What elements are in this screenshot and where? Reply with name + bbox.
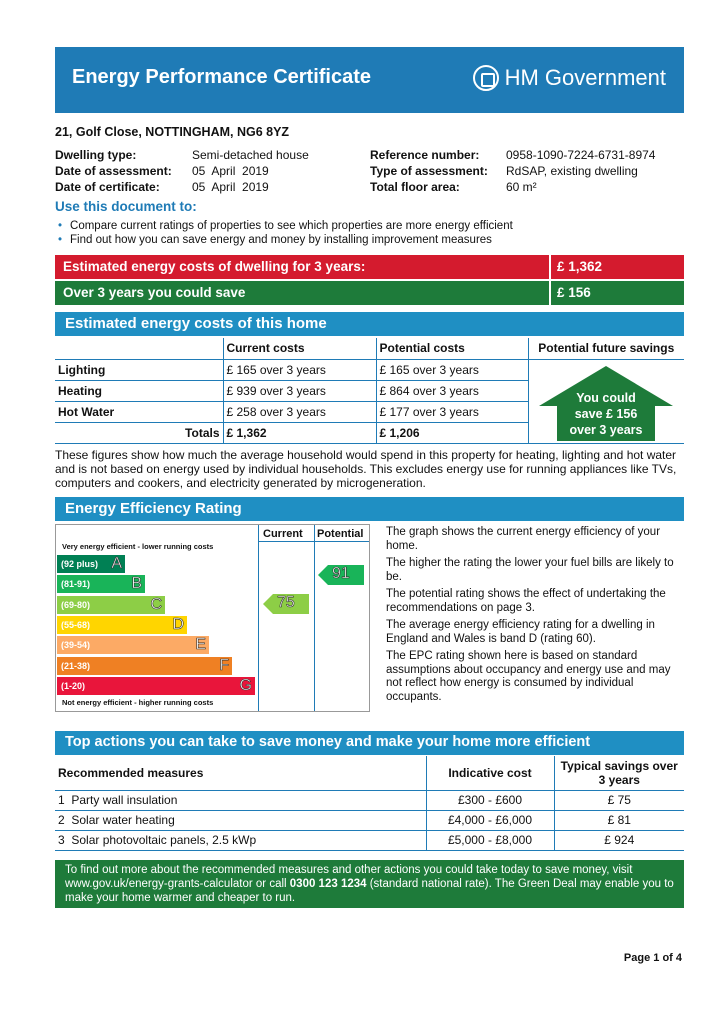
measure-saving: £ 924 bbox=[554, 830, 684, 850]
savings-value: £ 156 bbox=[549, 281, 591, 305]
measure-name: Solar photovoltaic panels, 2.5 kWp bbox=[71, 833, 257, 847]
estimated-costs-bar bbox=[55, 255, 684, 279]
property-address: 21, Golf Close, NOTTINGHAM, NG6 8YZ bbox=[55, 125, 290, 139]
eer-top-note: Very energy efficient - lower running costs bbox=[62, 542, 214, 551]
savings-line-2: save £ 156 bbox=[574, 407, 638, 421]
hm-government-logo bbox=[473, 65, 666, 91]
row-current: £ 939 over 3 years bbox=[223, 380, 376, 401]
royal-crest-icon bbox=[473, 65, 499, 91]
savings-label: Over 3 years you could save bbox=[63, 285, 246, 300]
reference-number-value: 0958-1090-7224-6731-8974 bbox=[506, 148, 656, 162]
footer-info: To find out more about the recommended measures and other actions you could take today to save money, visit www.gov.uk/energy-grants-calculator or call 0300 123 1234 (standard national rate). The Green Deal may enable you to make your home warmer and cheaper to run. bbox=[55, 860, 684, 908]
band-range: (69-80) bbox=[61, 599, 91, 610]
floor-area-label: Total floor area: bbox=[370, 180, 460, 194]
measure-cost: £5,000 - £8,000 bbox=[426, 830, 554, 850]
measure-cost: £4,000 - £6,000 bbox=[426, 810, 554, 830]
band-letter: F bbox=[219, 656, 229, 674]
hm-government-text: HM Government bbox=[504, 65, 666, 90]
row-current: £ 165 over 3 years bbox=[223, 359, 376, 380]
bullet-icon: • bbox=[58, 234, 63, 246]
future-savings-header: Potential future savings bbox=[528, 338, 684, 359]
eer-bottom-note: Not energy efficient - higher running costs bbox=[62, 698, 214, 707]
measures-header: Recommended measures bbox=[55, 756, 426, 790]
use-bullet-1: • Compare current ratings of properties to see which properties are more energy efficient bbox=[58, 220, 513, 232]
band-range: (55-68) bbox=[61, 619, 91, 630]
total-current: £ 1,362 bbox=[223, 422, 376, 443]
row-potential: £ 864 over 3 years bbox=[376, 380, 528, 401]
savings-line-3: over 3 years bbox=[569, 423, 643, 437]
measure-name: Party wall insulation bbox=[71, 793, 178, 807]
certificate-date-value: 05 April 2019 bbox=[192, 180, 269, 194]
band-range: (92 plus) bbox=[61, 559, 99, 569]
savings-house-arrow bbox=[539, 366, 673, 441]
bullet-icon: • bbox=[58, 220, 63, 232]
eer-text-3: The potential rating shows the effect of undertaking the recommendations on page 3. bbox=[386, 588, 666, 614]
details-left bbox=[55, 147, 309, 195]
rating-band-c bbox=[57, 596, 165, 614]
row-name: Hot Water bbox=[55, 401, 223, 422]
phone-number: 0300 123 1234 bbox=[289, 878, 367, 890]
assessment-type-value: RdSAP, existing dwelling bbox=[506, 164, 638, 178]
rating-band-f bbox=[57, 657, 232, 675]
band-range: (1-20) bbox=[61, 680, 86, 691]
estimated-costs-value: £ 1,362 bbox=[549, 255, 602, 279]
table-row: 3 Solar photovoltaic panels, 2.5 kWp £5,000 - £8,000 £ 924 bbox=[55, 830, 684, 850]
eer-text-4: The average energy efficiency rating for a dwelling in England and Wales is band D (rating 60). bbox=[386, 619, 655, 645]
dwelling-type-value: Semi-detached house bbox=[192, 148, 309, 162]
certificate-date-label: Date of certificate: bbox=[55, 180, 160, 194]
assessment-date-label: Date of assessment: bbox=[55, 164, 172, 178]
total-potential: £ 1,206 bbox=[376, 422, 528, 443]
cost-header: Indicative cost bbox=[426, 756, 554, 790]
band-range: (39-54) bbox=[61, 640, 91, 651]
dwelling-type-label: Dwelling type: bbox=[55, 148, 137, 162]
current-rating-value: 75 bbox=[277, 594, 295, 611]
table-row: 2 Solar water heating £4,000 - £6,000 £ 81 bbox=[55, 810, 684, 830]
savings-header: Typical savings over 3 years bbox=[554, 756, 684, 790]
rating-band-e bbox=[57, 636, 209, 654]
actions-section-title: Top actions you can take to save money and make your home more efficient bbox=[55, 731, 684, 755]
measure-saving: £ 81 bbox=[554, 810, 684, 830]
measure-cost: £300 - £600 bbox=[426, 790, 554, 810]
potential-costs-header: Potential costs bbox=[376, 338, 528, 359]
band-letter: D bbox=[172, 615, 184, 633]
band-letter: A bbox=[111, 555, 122, 572]
table-row: 1 Party wall insulation £300 - £600 £ 75 bbox=[55, 790, 684, 810]
assessment-type-label: Type of assessment: bbox=[370, 164, 488, 178]
floor-area-value: 60 m² bbox=[506, 180, 537, 194]
details-right bbox=[370, 147, 655, 195]
row-name: Heating bbox=[55, 380, 223, 401]
band-range: (81-91) bbox=[61, 579, 91, 590]
savings-bar bbox=[55, 281, 684, 305]
measure-name: Solar water heating bbox=[71, 813, 175, 827]
rating-band-g bbox=[57, 677, 255, 695]
band-letter: G bbox=[239, 676, 252, 694]
rating-band-b bbox=[57, 575, 145, 593]
estimated-costs-label: Estimated energy costs of dwelling for 3 years: bbox=[63, 259, 366, 274]
savings-line-1: You could bbox=[576, 391, 636, 405]
potential-rating-value: 91 bbox=[332, 565, 350, 582]
rating-band-d bbox=[57, 616, 187, 634]
current-column-header: Current bbox=[263, 528, 303, 540]
eer-text-1: The graph shows the current energy efficiency of your home. bbox=[386, 526, 661, 552]
reference-number-label: Reference number: bbox=[370, 148, 480, 162]
band-letter: C bbox=[150, 595, 162, 613]
band-range: (21-38) bbox=[61, 660, 91, 671]
totals-label: Totals bbox=[55, 422, 223, 443]
row-current: £ 258 over 3 years bbox=[223, 401, 376, 422]
current-costs-header: Current costs bbox=[223, 338, 376, 359]
band-letter: B bbox=[131, 575, 142, 593]
costs-section-title: Estimated energy costs of this home bbox=[55, 312, 684, 336]
actions-table bbox=[55, 756, 684, 851]
band-letter: E bbox=[195, 636, 206, 654]
use-bullet-2: • Find out how you can save energy and money by installing improvement measures bbox=[58, 234, 492, 246]
rating-band-a bbox=[57, 555, 125, 573]
potential-column-header: Potential bbox=[317, 528, 364, 540]
assessment-date-value: 05 April 2019 bbox=[192, 164, 269, 178]
costs-note: These figures show how much the average household would spend in this property for heating, lighting and hot water and is not based on energy used by individual households. This excludes energy use for running appliances like TVs, computers and cookers, and electricity generated by microgeneration. bbox=[55, 448, 677, 490]
row-potential: £ 177 over 3 years bbox=[376, 401, 528, 422]
eer-text-2: The higher the rating the lower your fuel bills are likely to be. bbox=[386, 557, 674, 583]
row-potential: £ 165 over 3 years bbox=[376, 359, 528, 380]
eer-section-title: Energy Efficiency Rating bbox=[55, 497, 684, 521]
certificate-header bbox=[55, 47, 684, 113]
page-number: Page 1 of 4 bbox=[623, 952, 682, 964]
eer-text-5: The EPC rating shown here is based on standard assumptions about occupancy and energy use and may not reflect how energy is consumed by individual occupants. bbox=[386, 650, 671, 703]
current-rating-arrow bbox=[263, 594, 309, 614]
use-document-heading: Use this document to: bbox=[55, 199, 197, 214]
row-name: Lighting bbox=[55, 359, 223, 380]
certificate-title: Energy Performance Certificate bbox=[72, 66, 372, 88]
potential-rating-arrow bbox=[318, 565, 364, 585]
measure-saving: £ 75 bbox=[554, 790, 684, 810]
